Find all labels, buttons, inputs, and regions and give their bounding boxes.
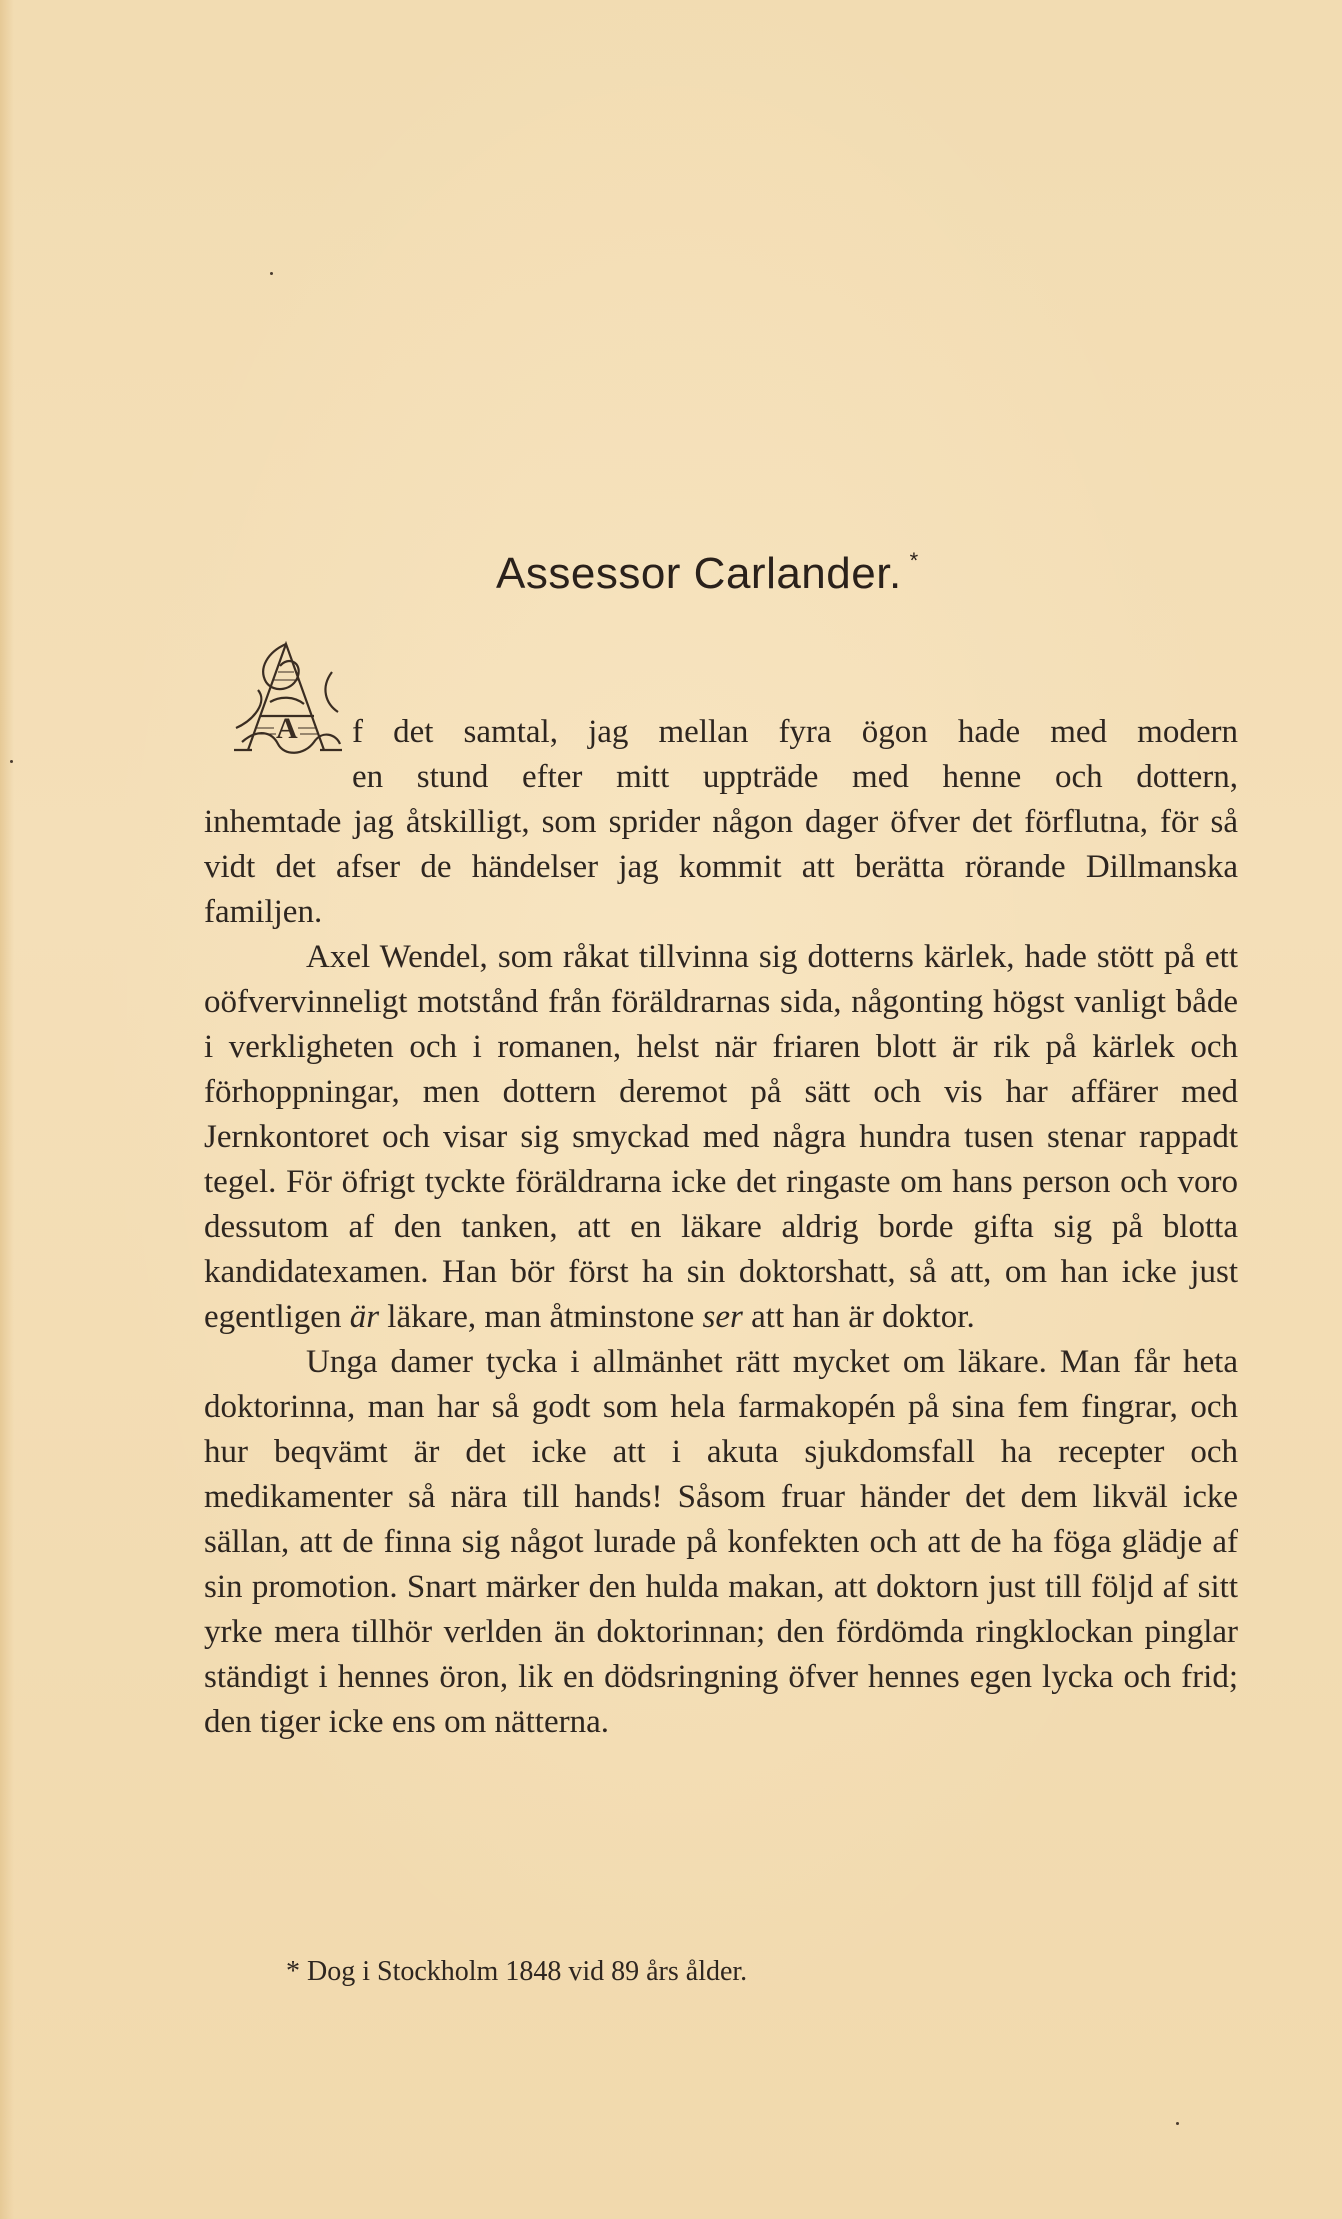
emphasis-ar: är — [349, 1299, 380, 1335]
footnote: * Dog i Stockholm 1848 vid 89 års ålder. — [286, 1956, 748, 1987]
page-edge-shadow — [0, 0, 14, 2219]
paragraph-3: Unga damer tycka i allmänhet rätt mycket om läkare. Man får heta doktorinna, man har så godt som hela farmakopén på sina fem fingrar, och hur beqvämt är det icke att i akuta sjukdomsfall ha recepter och medikamenter så nära till hands! Såsom fruar händer det dem likväl icke sällan, att de finna sig något lurade på konfekten och att de ha föga glädje af sin promotion. Snart märker den hulda makan, att doktorn just till följd af sitt yrke mera tillhör verlden än doktorinnan; den fördömda ringklockan pinglar ständigt i hennes öron, lik en dödsringning öfver hennes egen lycka och frid; den tiger icke ens om nätterna. — [204, 1344, 1238, 1740]
paragraph-2-part-c: att han är doktor. — [751, 1299, 975, 1335]
ornamental-initial — [228, 632, 346, 760]
title-footnote-mark: * — [909, 548, 919, 573]
paragraph-2 — [204, 935, 1238, 1340]
paragraph-2-part-a: Axel Wendel, som råkat tillvinna sig dotterns kärlek, hade stött på ett oöfvervinneligt motstånd från föräldrarnas sida, någonting högst vanligt både i verkligheten och i romanen, helst när friaren blott är rik på kärlek och förhoppningar, men dottern deremot på sätt och vis har affärer med Jernkontoret och visar sig smyckad med några hundra tusen stenar rappadt tegel. För öfrigt tyckte föräldrarna icke det ringaste om hans person och voro dessutom af den tanken, att en läkare aldrig borde gifta sig på blotta kandidatexamen. Han bör först ha sin doktorshatt, så att, om han icke just egentligen — [204, 939, 1238, 1335]
paper-speck — [1176, 2122, 1179, 2125]
paragraph-1-rest: inhemtade jag åtskilligt, som sprider någon dager öfver det förflutna, för så vidt det afser de händelser jag kommit att berätta rörande Dillmanska familjen. — [204, 804, 1238, 930]
paragraph-2-part-b: läkare, man åtminstone — [387, 1299, 695, 1335]
paragraph-1-second-line: en stund efter mitt uppträde med henne och dottern, — [352, 759, 1238, 795]
body-text — [204, 800, 1238, 1745]
paper-speck — [10, 760, 13, 763]
chapter-title: Assessor Carlander. * — [496, 548, 919, 598]
paragraph-1-first-line: f det samtal, jag mellan fyra ögon hade med modern — [352, 714, 1238, 750]
paper-speck — [270, 272, 273, 275]
drop-cap-letter: A — [276, 712, 298, 745]
emphasis-ser: ser — [702, 1299, 743, 1335]
